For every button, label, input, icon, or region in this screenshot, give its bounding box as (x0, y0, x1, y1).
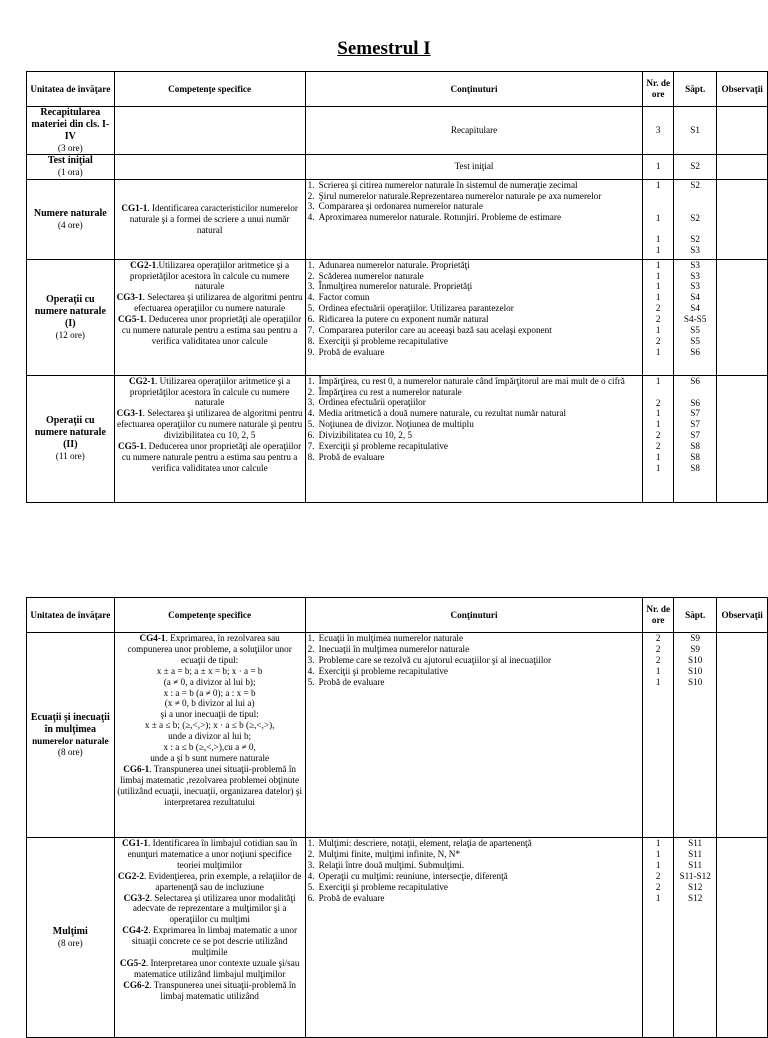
week-cell: S11 S11 S11 S11-S12 S12 S12 (674, 838, 717, 1038)
hours-cell: 1 1 1 2 2 1 (643, 838, 674, 1038)
list-item: 9. Probă de evaluare (307, 346, 385, 357)
hours-cell: 1 (643, 154, 674, 179)
observations-cell (717, 179, 768, 259)
header-competencies: Competenţe specifice (114, 598, 305, 633)
unit-name: Ecuaţii şi inecuaţii în mulţimea (30, 712, 110, 736)
contents-cell (305, 259, 643, 375)
observations-cell (717, 107, 768, 155)
unit-hours: (8 ore) (57, 938, 83, 948)
list-item: 8. Probă de evaluare (307, 451, 385, 462)
header-observations: Observaţii (717, 598, 768, 633)
list-item: 4. Factor comun (307, 292, 370, 303)
table-header-row (27, 598, 768, 633)
competencies-cell (114, 179, 305, 259)
table-row (27, 179, 768, 259)
list-item: 1. Scrierea şi citirea numerelor naturale în sistemul de numeraţie zecimal (307, 179, 578, 190)
list-item: 5. Noţiunea de divizor. Noţiunea de multiplu (307, 419, 474, 430)
contents-cell (305, 838, 643, 1038)
hours-cell: 1 1 1 1 (643, 179, 674, 259)
header-unit: Unitatea de învăţare (27, 72, 115, 107)
unit-cell (27, 107, 115, 155)
table-row (27, 838, 768, 1038)
unit-name: Numere naturale (33, 207, 107, 219)
header-competencies: Competenţe specifice (114, 72, 305, 107)
table-row (27, 107, 768, 155)
competencies-cell (114, 107, 305, 155)
unit-name: Recapitularea materiei din cls. I-IV (31, 107, 110, 142)
unit-cell (27, 375, 115, 502)
header-hours: Nr. de ore (643, 598, 674, 633)
hours-cell: 3 (643, 107, 674, 155)
list-item: 3. Relaţii între două mulţimi. Submulţimi. (307, 859, 465, 870)
contents-cell: Test iniţial (305, 154, 643, 179)
list-item: 3. Probleme care se rezolvă cu ajutorul ecuaţiilor şi al inecuaţiilor (307, 654, 552, 665)
competencies-cell: CG1-1. Identificarea în limbajul cotidian sau în enunţuri matematice a unor noţiuni specifice teoriei mulţimilor CG2-2. Evidenţierea, prin exemple, a relaţiilor de apartenenţă sau de incluziune CG3-2. Selectarea şi utilizarea unor modalităţi adecvate de reprezentare a mulţimilor şi a operaţiilor cu mulţimi CG4-2. Exprimarea în limbaj matematic a unor situaţii concrete ce se pot descrie utilizând mulţimile CG5-2. Interpretarea unor contexte uzuale şi/sau matematice utilizând limbajul mulţimilor CG6-2. Transpunerea unei situaţii-problemă în limbaj matematic utilizând (114, 838, 305, 1038)
competency-text: . Identificarea caracteristicilor numerelor naturale şi a formei de scriere a unui număr natural (129, 202, 298, 235)
competencies-cell: CG2-1.Utilizarea operaţiilor aritmetice şi a proprietăţilor acestora în calcule cu numere naturale CG3-1. Selectarea şi utilizarea de algoritmi pentru efectuarea operaţiilor cu numere naturale CG5-1. Deducerea unor proprietăţi ale operaţiilor cu numere naturale pentru a estima sau pentru a verifica validitatea unor calcule (114, 259, 305, 375)
competency-code: CG1-1 (121, 202, 148, 213)
list-item: 6. Ridicarea la putere cu exponent număr natural (307, 314, 489, 325)
table-row (27, 154, 768, 179)
unit-name: Operaţii cu numere naturale (I) (34, 293, 106, 329)
list-item: 3. Compararea şi ordonarea numerelor naturale (307, 201, 483, 212)
observations-cell (717, 633, 768, 838)
list-item: 1. Împărţirea, cu rest 0, a numerelor naturale când împărţitorul are mai mult de o cifră (307, 375, 625, 386)
observations-cell (717, 154, 768, 179)
list-item: 3. Înmulţirea numerelor naturale. Proprietăţi (307, 281, 473, 292)
contents-cell: Recapitulare (305, 107, 643, 155)
observations-cell (717, 838, 768, 1038)
table-row (27, 259, 768, 375)
unit-name: Mulţimi (52, 926, 88, 938)
week-cell: S3 S3 S3 S4 S4 S4-S5 S5 S5 S6 (674, 259, 717, 375)
list-item: 1. Mulţimi: descriere, notaţii, element, relaţia de apartenenţă (307, 838, 532, 848)
list-item: 2. Şirul numerelor naturale.Reprezentarea numerelor naturale pe axa numerelor (307, 190, 602, 201)
week-cell: S2 S2 S2 S3 (674, 179, 717, 259)
unit-name: Test iniţial (47, 155, 93, 167)
week-cell: S1 (674, 107, 717, 155)
list-item: 4. Exerciţii şi probleme recapitulative (307, 665, 448, 676)
unit-hours: (12 ore) (55, 329, 85, 340)
hours-cell: 1 2 1 1 2 2 1 1 (643, 375, 674, 502)
page-title: Semestrul I (337, 38, 431, 59)
list-item: 2. Împărţirea cu rest a numerelor naturale (307, 386, 462, 397)
list-item: 3. Ordinea efectuării operaţiilor (307, 397, 426, 408)
week-cell: S2 (674, 154, 717, 179)
list-item: 6. Divizibilitatea cu 10, 2, 5 (307, 430, 413, 441)
week-cell: S9 S9 S10 S10 S10 (674, 633, 717, 838)
table-row (27, 633, 768, 838)
unit-cell (27, 179, 115, 259)
plan-table-2 (26, 597, 768, 1038)
list-item: 5. Probă de evaluare (307, 676, 385, 687)
contents-cell (305, 633, 643, 838)
list-item: 4. Aproximarea numerelor naturale. Rotunjiri. Probleme de estimare (307, 212, 562, 223)
unit-cell: Ecuaţii şi inecuaţii în mulţimea numerelor naturale (8 ore) (27, 633, 115, 838)
observations-cell (717, 259, 768, 375)
unit-hours: (8 ore) (57, 746, 83, 757)
unit-hours: (3 ore) (57, 142, 83, 153)
list-item: 2. Scăderea numerelor naturale (307, 270, 424, 281)
list-item: 1. Ecuaţii în mulţimea numerelor naturale (307, 633, 464, 643)
unit-name: Operaţii cu numere naturale (II) (34, 415, 106, 451)
unit-cell (27, 259, 115, 375)
unit-hours: (4 ore) (57, 219, 83, 230)
contents-cell (305, 375, 643, 502)
header-observations: Observaţii (717, 72, 768, 107)
list-item: 6. Probă de evaluare (307, 892, 385, 903)
table-header-row (27, 72, 768, 107)
competencies-cell: CG4-1. Exprimarea, în rezolvarea sau compunerea unor probleme, a soluţiilor unor ecuaţii de tipul: x ± a = b; a ± x = b; x · a = b (a ≠ 0, a divizor al lui b); x : a = b (a ≠ 0); a : x = b (x ≠ 0, b divizor al lui a) şi a unor inecuaţii de tipul: x ± a ≤ b; (≥,<,>); x · a ≤ b (≥,<,>), unde a divizor al lui b; x : a ≤ b (≥,<,>),cu a ≠ 0, unde a şi b sunt numere naturale CG6-1. Transpunerea unei situaţii-problemă în limbaj matematic ,rezolvarea problemei obţinute (utilizând ecuaţii, inecuaţii, organizarea datelor) şi interpretarea rezultatului (114, 633, 305, 838)
hours-cell: 2 2 2 1 1 (643, 633, 674, 838)
hours-cell: 1 1 1 1 2 2 1 2 1 (643, 259, 674, 375)
header-contents: Conţinuturi (305, 72, 643, 107)
table-row (27, 375, 768, 502)
unit-cell (27, 154, 115, 179)
list-item: 8. Exerciţii şi probleme recapitulative (307, 335, 448, 346)
unit-cell (27, 838, 115, 1038)
week-cell: S6 S6 S7 S7 S7 S8 S8 S8 (674, 375, 717, 502)
list-item: 2. Inecuaţii în mulţimea numerelor naturale (307, 643, 470, 654)
header-unit: Unitatea de învăţare (27, 598, 115, 633)
header-hours: Nr. de ore (643, 72, 674, 107)
list-item: 5. Ordinea efectuării operaţiilor. Utilizarea parantezelor (307, 303, 514, 314)
list-item: 4. Media aritmetică a două numere naturale, cu rezultat număr natural (307, 408, 567, 419)
list-item: 1. Adunarea numerelor naturale. Proprietăţi (307, 259, 470, 270)
unit-hours: (1 ora) (57, 167, 83, 178)
header-week: Săpt. (674, 72, 717, 107)
header-week: Săpt. (674, 598, 717, 633)
list-item: 5. Exerciţii şi probleme recapitulative (307, 881, 448, 892)
competencies-cell (114, 154, 305, 179)
contents-cell (305, 179, 643, 259)
competencies-cell: CG2-1. Utilizarea operaţiilor aritmetice şi a proprietăţilor acestora în calcule cu numere naturale CG3-1. Selectarea şi utilizarea de algoritmi pentru efectuarea operaţiilor cu numere naturale şi pentru divizibilitatea cu 10, 2, 5 CG5-1. Deducerea unor proprietăţi ale operaţiilor cu numere naturale pentru a estima sau pentru a verifica validitatea unor calcule (114, 375, 305, 502)
list-item: 7. Compararea puterilor care au aceeaşi bază sau acelaşi exponent (307, 325, 552, 336)
plan-table-1 (26, 71, 768, 503)
unit-hours: (11 ore) (55, 451, 85, 462)
list-item: 2. Mulţimi finite, mulţimi infinite, N, N* (307, 848, 461, 859)
list-item: 4. Operaţii cu mulţimi: reuniune, intersecţie, diferenţă (307, 870, 508, 881)
header-contents: Conţinuturi (305, 598, 643, 633)
observations-cell (717, 375, 768, 502)
list-item: 7. Exerciţii şi probleme recapitulative (307, 441, 448, 452)
